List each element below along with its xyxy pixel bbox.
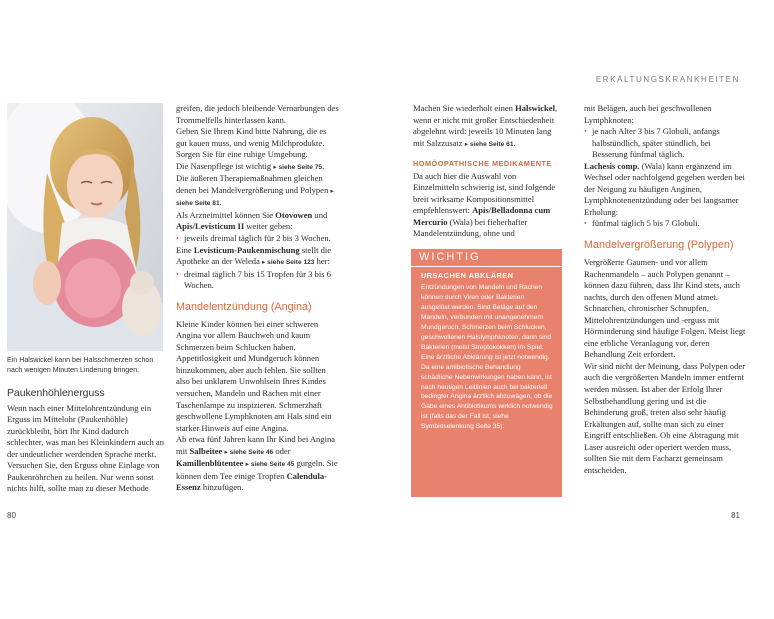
paragraph: Wir sind nicht der Meinung, dass Polypen oder auch die vergrößerten Mandeln immer entfernt werden müssen. Ist aber der Erfolg Ihrer Selbstbehandlung gering und ist die Behinderung groß, treten also sehr häufig Erkältungen auf, sollte man sich zu einer Eingriff entschließen. Ob eine Abtragung mit Laser ausreicht oder operiert werden muss, sollten Sie mit dem Facharzt gemeinsam entscheiden.: [584, 360, 746, 475]
page-number-left: 80: [7, 511, 16, 520]
paragraph: [176, 210, 339, 233]
paragraph: mit Belägen, auch bei geschwollenen Lymphknoten:: [584, 103, 712, 125]
text: Machen Sie wiederholt einen: [413, 103, 516, 113]
paragraph: Versuchen Sie, den Erguss ohne Einlage von Paukenröhrchen zu heilen. Nur wenn sonst nichts hilft, sollte man zu dieser Methode: [7, 460, 160, 494]
bullet-icon: •: [584, 127, 587, 137]
remedy-name: Apis/Levisticum II: [176, 221, 245, 232]
text: .: [513, 137, 516, 148]
bullet-icon: •: [584, 219, 587, 229]
info-box-wichtig: [411, 249, 562, 497]
text: stellt die Apotheke an der Weleda: [176, 244, 332, 267]
bullet-item: [584, 218, 747, 230]
right-column-1: [413, 103, 563, 240]
page-reference: ▸ siehe Seite 61: [464, 140, 514, 148]
right-column-2: [584, 103, 747, 476]
paragraph: greifen, die jedoch bleibende Vernarbungen des Trommelfells hinterlassen kann.: [176, 103, 339, 125]
bullet-text: dreimal täglich 7 bis 15 Tropfen für 3 bis 6 Wochen.: [184, 268, 331, 291]
text: Eine: [176, 244, 194, 255]
text: oder: [273, 445, 291, 456]
page-reference: ▸ siehe Seite 81: [176, 187, 334, 208]
text: hinzufügen.: [200, 482, 244, 493]
text: gurgeln. Sie können dem Tee einige Tropfen: [176, 458, 338, 481]
text: und: [312, 209, 328, 220]
paragraph: [584, 161, 747, 219]
paragraph: Geben Sie Ihrem Kind bitte Nahrung, die es gut kauen muss, und wenig Milchprodukte.: [176, 126, 327, 148]
page-reference: ▸ siehe Seite 123: [262, 259, 315, 267]
bullet-item: [584, 126, 747, 161]
bullet-item: [176, 233, 339, 245]
box-subtitle: URSACHEN ABKLÄREN: [421, 271, 514, 280]
text: weiter geben:: [244, 221, 293, 232]
left-column-1: [7, 388, 167, 495]
remedy-name: Levisticum-Paukenmischung: [193, 244, 300, 255]
left-column-2: [176, 103, 339, 494]
text: her:: [314, 256, 330, 267]
remedy-name: Otovowen: [275, 209, 313, 220]
page-reference: ▸ siehe Seite 75: [273, 163, 323, 171]
text: Ab etwa fünf Jahren kann Ihr Kind bei Angina mit: [176, 434, 336, 456]
remedy-name: Apis/Belladonna cum Mercurio: [413, 205, 551, 227]
paragraph: [176, 434, 339, 494]
page-reference: ▸ siehe Seite 46: [224, 448, 274, 456]
bullet-text: je nach Alter 3 bis 7 Globuli, anfangs halbstündlich, später stündlich, bei Besserung fünfmal täglich.: [592, 126, 720, 160]
bullet-icon: •: [176, 269, 179, 279]
paragraph: Kleine Kinder können bei einer schweren Angina vor allem Bauchweh und kaum Schmerzen beim Schlucken haben. Appetitlosigkeit und Mundgeruch können hinzukommen, aber auch fehlen. Sie sollten also bei unklarem Unwohlsein Ihres Kindes versuchen, Mandeln und Rachen mit einer Taschenlampe zu inspizieren. Schmerzhaft geschwollene Lymphknoten am Hals sind ein starker Hinweis auf eine Angina.: [176, 318, 332, 433]
heading-mandelentzuendung: Mandelentzündung (Angina): [176, 300, 312, 313]
bullet-text: fünfmal täglich 5 bis 7 Globuli.: [592, 218, 700, 229]
box-text: Entzündungen von Mandeln und Rachen können durch Viren oder Bakterien ausgelöst werden. Sind Beläge auf den Mandeln, verbunden mit unangenehmem Mundgeruch, Schmerzen beim Schlucken, geschwollenen Halslymphknoten, dann sind Bakterien (meist Streptokokken) im Spiel. Eine ärztliche Abklärung ist jetzt notwendig. Da eine antibiotische Behandlung schädliche Nebenwirkungen haben kann, ist nach heutigen Leitlinien auch bei bakteriell bedingter Angina ärztlich abzuwägen, ob die Gabe eines Antibiotikums wirklich notwendig ist (falls das der Fall ist, siehe Symbioselenkung Seite 35).: [421, 284, 553, 431]
text: .: [219, 197, 222, 208]
text: (Wala) bei fieberhafter Mandelentzündung, ohne und: [413, 216, 528, 239]
paragraph: [413, 171, 563, 240]
page-reference: ▸ siehe Seite 45: [245, 461, 295, 469]
box-title: WICHTIG: [419, 251, 481, 263]
bullet-item: [176, 269, 339, 292]
remedy-name: Salbeitee: [189, 445, 223, 456]
text: (Wala) kann ergänzend im Wechsel oder nachfolgend gegeben werden bei der Neigung zu häufigen Anginen, Lymphknotenentzündung oder bei langsamer Erholung:: [584, 160, 745, 217]
running-head: ERKÄLTUNGSKRANKHEITEN: [595, 75, 740, 84]
bullet-icon: •: [176, 234, 179, 244]
heading-homoeopathische-medikamente: HOMÖOPATHISCHE MEDIKAMENTE: [413, 159, 552, 169]
heading-mandelvergroesserung: Mandelvergrößerung (Polypen): [584, 239, 734, 252]
paragraph: Sorgen Sie für eine ruhige Umgebung.: [176, 149, 308, 160]
right-page: [387, 0, 774, 619]
photo-child-with-neck-wrap: [7, 103, 163, 351]
text: Die Nasenpflege ist wichtig: [176, 160, 272, 171]
text: Die äußeren Therapiemaßnahmen gleichen denen bei Mandelvergrößerung und Polypen: [176, 173, 329, 195]
remedy-name: Halswickel: [515, 103, 555, 113]
photo-caption: Ein Halswickel kann bei Halsschmerzen schon nach wenigen Minuten Linderung bringen.: [7, 356, 154, 374]
text: .: [322, 160, 325, 171]
heading-paukenhoehlenerguss: Paukenhöhlenerguss: [7, 388, 105, 399]
bullet-text: jeweils dreimal täglich für 2 bis 3 Wochen.: [184, 233, 331, 244]
paragraph: [413, 103, 563, 150]
text: Als Arzneimittel können Sie: [176, 209, 276, 220]
page-number-right: 81: [731, 511, 740, 520]
remedy-name: Kamillenblütentee: [176, 458, 244, 469]
box-divider: [411, 266, 562, 267]
remedy-name: Calendula-Essenz: [176, 470, 327, 493]
paragraph: Vergrößerte Gaumen- und vor allem Rachenmandeln – auch Polypen genannt – können dazu führen, dass Ihr Kind stets, auch nachts, durch den offenen Mund atmet. Schnarchen, chronischer Schnupfen, Mittelohrentzündungen und -erguss mit Hörminderung sind häufige Folgen. Meist liegt eine erbliche Veranlagung vor, deren Behandlung Zeit erfordert.: [584, 257, 746, 360]
text: , wenn er nicht mit großer Entschiedenheit abgelehnt wird: jeweils 10 Minuten lang mit Salzzusatz: [413, 103, 558, 148]
paragraph: [176, 173, 339, 210]
paragraph: [176, 161, 339, 174]
remedy-name: Lachesis comp.: [584, 160, 640, 171]
paragraph: [176, 245, 339, 269]
text: Da auch hier die Auswahl von Einzelmitteln schwierig ist, sind folgende breit wirksame Kompositionsmittel empfehlenswert:: [413, 170, 556, 216]
paragraph: Wenn nach einer Mittelohrentzündung ein Erguss im Mittelohr (Paukenhöhle) zurückbleibt, hört Ihr Kind dadurch schlechter, was man bei Kleinkindern auch an der undeutlicher werdenden Sprache merkt.: [7, 402, 165, 459]
